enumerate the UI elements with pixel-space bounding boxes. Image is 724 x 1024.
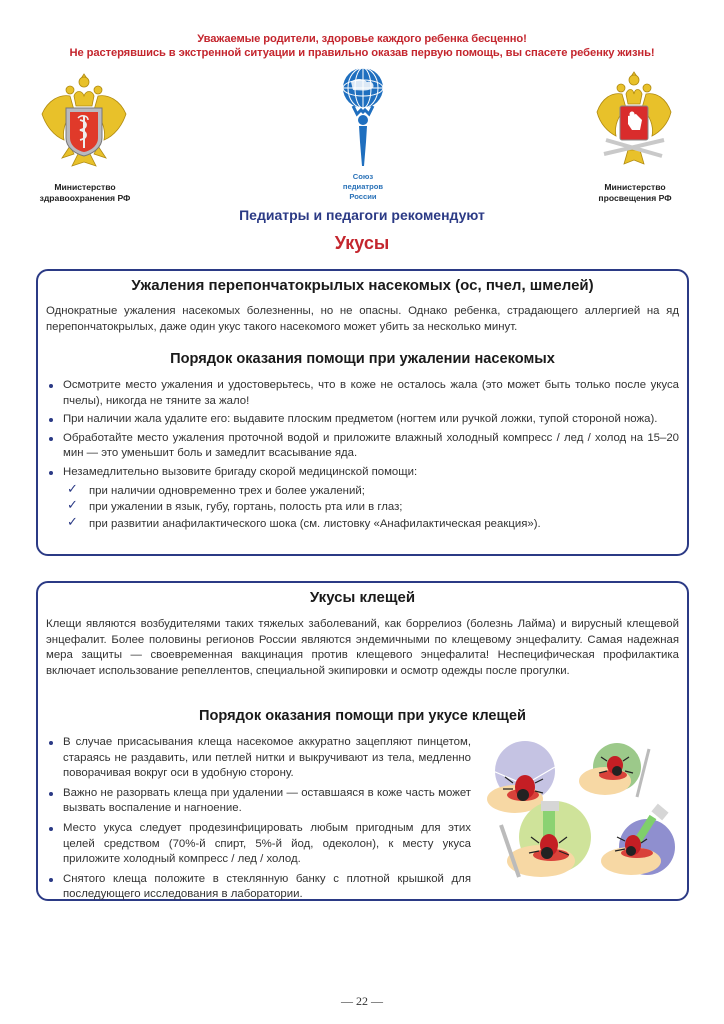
section-subtitle: Порядок оказания помощи при ужалении насекомых bbox=[170, 351, 555, 367]
header-appeal: Не растерявшись в экстренной ситуации и правильно оказав первую помощь, вы спасете ребенку жизнь! bbox=[69, 47, 655, 59]
section-intro: Однократные ужаления насекомых болезненны, но не опасны. Однако ребенка, страдающего аллергией на яд перепончатокрылых, даже один укус такого насекомого может убить за несколько минут. bbox=[46, 305, 679, 333]
ambulance-conditions-list bbox=[63, 483, 679, 533]
pediatricians-union-label bbox=[330, 172, 396, 202]
check-item bbox=[63, 483, 679, 500]
page-number: — 22 — bbox=[341, 994, 383, 1008]
union-label-line3: России bbox=[349, 192, 377, 201]
check-item bbox=[63, 499, 679, 516]
health-ministry-label-line2: здравоохранения РФ bbox=[39, 193, 131, 203]
bullet-icon bbox=[49, 418, 53, 422]
health-ministry-label-line1: Министерство bbox=[54, 182, 116, 192]
tick-scene-tweezers bbox=[579, 743, 649, 797]
checkmark-icon: ✓ bbox=[67, 514, 78, 530]
list-item-text: Важно не разорвать клеща при удалении — оставшаяся в коже часть может вызвать воспаление и нагноение. bbox=[63, 786, 471, 815]
check-item-text: при развитии анафилактического шока (см. листовку «Анафилактическая реакция»). bbox=[89, 517, 541, 530]
tick-bites-section bbox=[36, 581, 689, 901]
education-ministry-label-line1: Министерство bbox=[604, 182, 666, 192]
section-title: Укусы клещей bbox=[309, 589, 416, 606]
list-item bbox=[46, 378, 679, 409]
bullet-icon bbox=[49, 878, 53, 882]
list-item bbox=[46, 412, 679, 428]
check-item-text: при наличии одновременно трех и более ужалений; bbox=[89, 484, 365, 497]
bullet-icon bbox=[49, 792, 53, 796]
first-aid-list bbox=[46, 735, 471, 907]
section-title: Ужаления перепончатокрылых насекомых (ос, пчел, шмелей) bbox=[131, 277, 594, 294]
section-subtitle: Порядок оказания помощи при укусе клещей bbox=[199, 708, 526, 724]
bullet-icon bbox=[49, 384, 53, 388]
first-aid-list bbox=[46, 378, 679, 535]
pediatricians-union-logo-icon bbox=[333, 66, 393, 174]
health-ministry-emblem-icon bbox=[40, 66, 128, 176]
check-item-text: при ужалении в язык, губу, гортань, полость рта или в глаз; bbox=[89, 501, 403, 514]
list-item bbox=[46, 465, 679, 532]
list-item-text: Незамедлительно вызовите бригаду скорой медицинской помощи: bbox=[63, 465, 418, 478]
tick-scene-tube bbox=[601, 804, 675, 875]
health-ministry-label bbox=[14, 182, 156, 204]
list-item-text: Место укуса следует продезинфицировать любым пригодным для этих целей средством (70%-й спирт, 5%-й йод, одеколон), к месту укуса приложите холодный компресс / лед / холод. bbox=[63, 821, 471, 866]
list-item bbox=[46, 872, 471, 903]
union-label-line2: педиатров bbox=[342, 182, 384, 191]
bullet-icon bbox=[49, 437, 53, 441]
list-item bbox=[46, 431, 679, 462]
tick-removal-illustration-icon bbox=[485, 737, 685, 887]
bullet-icon bbox=[49, 827, 53, 831]
page-title: Укусы bbox=[334, 233, 390, 253]
section-intro: Клещи являются возбудителями таких тяжелых заболеваний, как боррелиоз (болезнь Лайма) и вирусный клещевой энцефалит. Более половины регионов России являются эндемичными по клещевому энцефалиту. Самая надежная мера защиты — своевременная вакцинация против клещевого энцефалита! Неспецифическая профилактика включает использование репеллентов, специальной экипировки и осмотр одежды после прогулки. bbox=[46, 618, 679, 677]
header-greeting: Уважаемые родители, здоровье каждого ребенка бесценно! bbox=[197, 33, 527, 45]
checkmark-icon: ✓ bbox=[67, 498, 78, 514]
recommend-heading: Педиатры и педагоги рекомендуют bbox=[239, 207, 485, 223]
list-item-text: Обработайте место ужаления проточной водой и приложите влажный холодный компресс / лед / холод на 15–20 мин — это уменьшит боль и замедлит всасывание яда. bbox=[63, 431, 679, 460]
education-ministry-label bbox=[580, 182, 690, 204]
list-item bbox=[46, 735, 471, 782]
bullet-icon bbox=[49, 741, 53, 745]
list-item bbox=[46, 786, 471, 817]
insect-stings-section bbox=[36, 269, 689, 556]
check-item bbox=[63, 516, 679, 533]
list-item-text: Осмотрите место ужаления и удостоверьтесь, что в коже не осталось жала (это может быть только после укуса пчелы), никогда не тяните за жало! bbox=[63, 379, 679, 407]
list-item-text: В случае присасывания клеща насекомое аккуратно зацепляют пинцетом, стараясь не раздавить, или петлей нитки и выкручивают из тела, медленно поворачивая вокруг оси в удобную сторону. bbox=[63, 736, 471, 780]
list-item bbox=[46, 821, 471, 868]
education-ministry-emblem-icon bbox=[596, 66, 672, 174]
list-item-text: При наличии жала удалите его: выдавите плоским предметом (ногтем или ручкой ложки, тупой стороной ножа). bbox=[63, 413, 658, 426]
bullet-icon bbox=[49, 471, 53, 475]
education-ministry-label-line2: просвещения РФ bbox=[598, 193, 672, 203]
union-label-line1: Союз bbox=[352, 172, 374, 181]
checkmark-icon: ✓ bbox=[67, 481, 78, 497]
list-item-text: Снятого клеща положите в стеклянную банку с плотной крышкой для последующего исследования в лаборатории. bbox=[63, 872, 471, 901]
